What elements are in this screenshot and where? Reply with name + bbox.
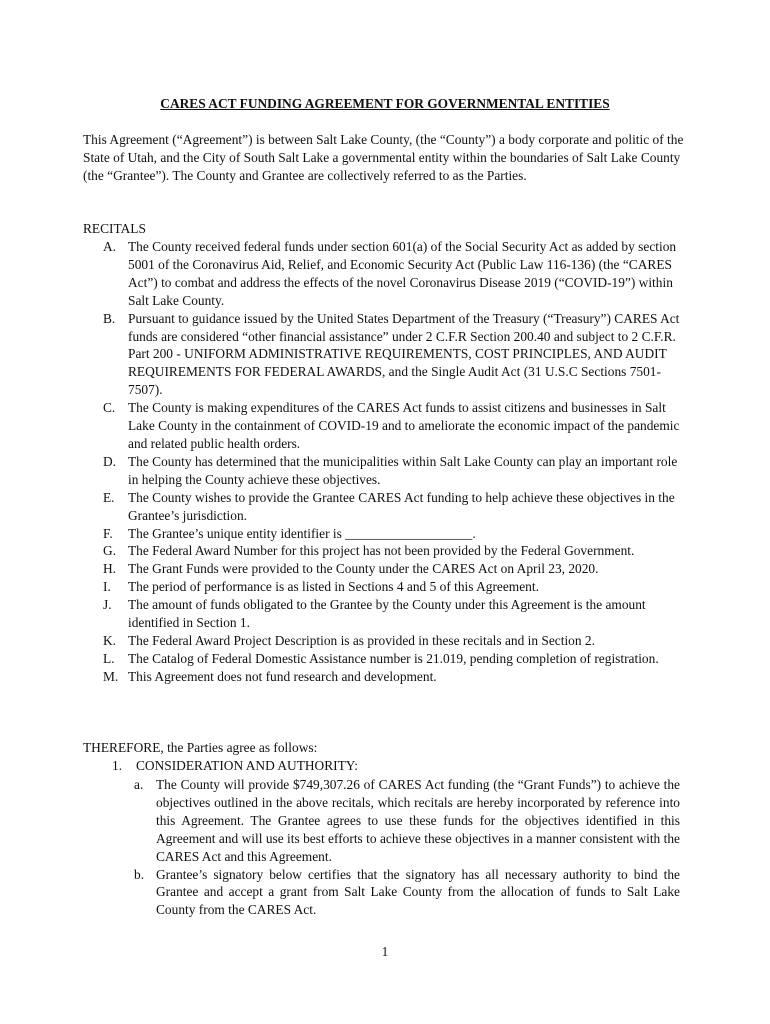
recital-item [83, 525, 688, 543]
recital-marker: J. [103, 597, 112, 613]
recital-marker: M. [103, 668, 119, 684]
recital-text: The Federal Award Number for this project has not been provided by the Federal Government. [128, 543, 635, 559]
recital-marker: E. [103, 489, 115, 505]
recital-marker: G. [103, 543, 117, 559]
recital-text: The Grantee’s unique entity identifier is ___________________. [128, 525, 476, 541]
recital-text: Pursuant to guidance issued by the United States Department of the Treasury (“Treasury”) CARES Act funds are considered “other financial assistance” under 2 C.F.R Section 200.40 and subject to 2 C.F.R. Part 200 - UNIFORM ADMINISTRATIVE REQUIREMENTS, COST PRINCIPLES, AND AUDIT REQUIREMENTS FOR FEDERAL AWARDS, and the Single Audit Act (31 U.S.C Sections 7501-7507). [128, 310, 680, 398]
recital-item [83, 542, 688, 560]
recitals-heading: RECITALS [83, 221, 146, 236]
recital-marker: B. [103, 310, 116, 326]
section-1-marker: 1. [112, 758, 123, 773]
recital-item [83, 489, 688, 525]
recital-item [83, 560, 688, 578]
recital-marker: D. [103, 453, 117, 469]
recital-item [83, 668, 688, 686]
recital-item [83, 238, 688, 310]
recital-text: The Federal Award Project Description is as provided in these recitals and in Section 2. [128, 632, 595, 648]
recital-text: The County received federal funds under section 601(a) of the Social Security Act as added by section 5001 of the Coronavirus Aid, Relief, and Economic Security Act (Public Law 116-136) (the “CARES Act”) to combat and address the effects of the novel Coronavirus Disease 2019 (“COVID-19”) within Salt Lake County. [128, 239, 677, 308]
recital-text: The County has determined that the municipalities within Salt Lake County can play an important role in helping the County achieve these objectives. [128, 453, 678, 487]
section-1-items [83, 776, 680, 919]
recital-marker: I. [103, 579, 111, 595]
recital-item [83, 399, 688, 453]
section-1-item [83, 866, 680, 920]
recital-item [83, 650, 688, 668]
section-item-text: Grantee’s signatory below certifies that the signatory has all necessary authority to bind the Grantee and accept a grant from Salt Lake County from the allocation of funds to Salt Lake County from the CARES Act. [156, 866, 680, 918]
recital-marker: L. [103, 650, 115, 666]
section-item-marker: a. [134, 777, 144, 792]
recital-text: The County is making expenditures of the CARES Act funds to assist citizens and businesses in Salt Lake County in the containment of COVID-19 and to ameliorate the economic impact of the pandemic and related public health orders. [128, 400, 680, 451]
recital-text: The Grant Funds were provided to the County under the CARES Act on April 23, 2020. [128, 561, 599, 577]
recital-item [83, 596, 688, 632]
recital-marker: A. [103, 239, 117, 254]
recital-marker: K. [103, 632, 117, 648]
recitals-list [83, 238, 688, 686]
recital-item [83, 453, 688, 489]
page-number: 1 [381, 944, 389, 959]
recital-text: The Catalog of Federal Domestic Assistance number is 21.019, pending completion of registration. [128, 650, 659, 666]
recital-item [83, 310, 688, 400]
document-title: CARES ACT FUNDING AGREEMENT FOR GOVERNMENTAL ENTITIES [160, 96, 610, 111]
recital-marker: C. [103, 400, 116, 416]
recital-item [83, 632, 688, 650]
section-item-marker: b. [134, 866, 145, 882]
recital-text: The period of performance is as listed in Sections 4 and 5 of this Agreement. [128, 579, 539, 595]
recital-marker: H. [103, 561, 117, 577]
intro-paragraph: This Agreement (“Agreement”) is between Salt Lake County, (the “County”) a body corporate and politic of the State of Utah, and the City of South Salt Lake a governmental entity within the boundaries of Salt Lake County (the “Grantee”). The County and Grantee are collectively referred to as the Parties. [83, 132, 684, 183]
recital-marker: F. [103, 525, 113, 541]
recital-text: The County wishes to provide the Grantee CARES Act funding to help achieve these objectives in the Grantee’s jurisdiction. [128, 489, 675, 523]
recital-text: The amount of funds obligated to the Grantee by the County under this Agreement is the amount identified in Section 1. [128, 597, 646, 631]
section-1-heading: CONSIDERATION AND AUTHORITY: [136, 758, 358, 773]
recital-text: This Agreement does not fund research and development. [128, 668, 437, 684]
therefore-clause: THEREFORE, the Parties agree as follows: [83, 740, 318, 755]
section-item-text: The County will provide $749,307.26 of CARES Act funding (the “Grant Funds”) to achieve the objectives outlined in the above recitals, which recitals are hereby incorporated by reference into this Agreement. The Grantee agrees to use these funds for the objectives identified in this Agreement and will use its best efforts to achieve these objectives in a manner consistent with the CARES Act and this Agreement. [156, 777, 680, 864]
recital-item [83, 578, 688, 596]
section-1-item [83, 776, 680, 866]
